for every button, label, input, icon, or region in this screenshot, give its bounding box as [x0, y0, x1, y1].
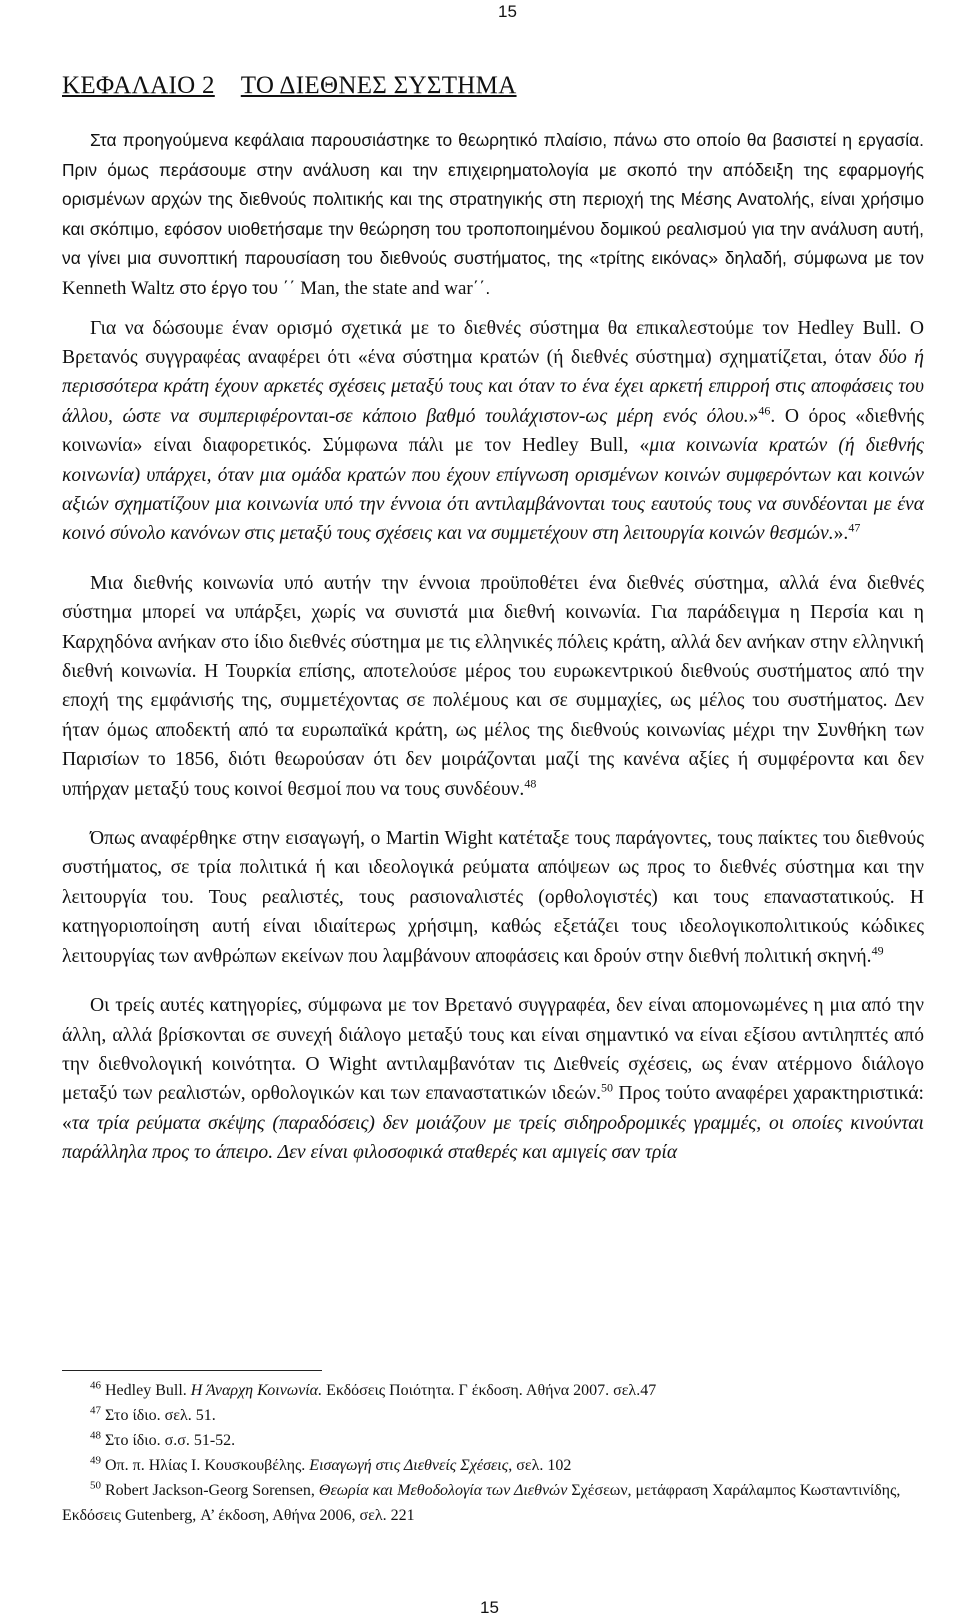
footnote-49	[62, 1453, 924, 1478]
chapter-label: ΚΕΦΑΛΑΙΟ 2	[62, 72, 215, 99]
footnote-text: Στο ίδιο. σελ. 51.	[105, 1407, 216, 1424]
author-name: Kenneth Waltz	[62, 277, 175, 299]
paragraph-5-text-b: Προς τούτο αναφέρει χαρακτηριστικά: «	[62, 1083, 925, 1134]
footnote-number: 49	[90, 1454, 101, 1467]
paragraph-5	[62, 991, 924, 1167]
footnote-title: Θεωρία και Μεθοδολογία των Διεθνών	[318, 1482, 568, 1499]
footnote-50	[62, 1478, 924, 1528]
paragraph-4-text: Όπως αναφέρθηκε στην εισαγωγή, ο Martin Wight κατέταξε τους παράγοντες, τους παίκτες του διεθνούς συστήματος, σε τρία πολιτικά ή και ιδεολογικά ρεύματα απόψεων ως προς το διεθνές σύστημα και την λειτουργία του. Τους ρεαλιστές, τους ρασιοναλιστές (ορθολογιστές) και τους επαναστατικούς. Η κατηγοριοποίηση αυτή είναι ιδιαίτερως χρήσιμη, καθώς εξετάζει τους ιδεολογικοπολιτικούς κώδικες λειτουργίας των ανθρώπων εκείνων που λαμβάνουν αποφάσεις και δρούν στην διεθνή πολιτική σκηνή.	[62, 828, 924, 967]
paragraph-1-connector: στο έργο του	[174, 277, 283, 298]
footnote-number: 46	[90, 1379, 101, 1392]
footnote-text: Σχέσεων, μετάφραση Χαράλαμπος Κωσταντινίδης, Εκδόσεις Gutenberg, Α’ έκδοση, Αθήνα 2006, σελ. 221	[62, 1482, 901, 1524]
paragraph-1-text: Στα προηγούμενα κεφάλαια παρουσιάστηκε το θεωρητικό πλαίσιο, πάνω στο οποίο θα βασιστεί η εργασία. Πριν όμως περάσουμε στην ανάλυση και την επιχειρηματολογία με σκοπό την απόδειξη της εφαρμογής ορισμένων αρχών της διεθνούς πολιτικής και της στρατηγικής στη περιοχή της Μέσης Ανατολής, είναι χρήσιμο και σκόπιμο, εφόσον υιοθετήσαμε την θεώρηση του τροποποιημένου δομικού ρεαλισμού για την ανάλυση αυτή, να γίνει μια συνοπτική παρουσίαση του διεθνούς συστήματος, της «τρίτης εικόνας» δηλαδή, σύμφωνα με τον	[62, 130, 924, 269]
footnote-number: 48	[90, 1429, 101, 1442]
quote-definition-society: μια κοινωνία κρατών (ή διεθνής κοινωνία) υπάρχει, όταν μια ομάδα κρατών που έχουν επίγνωση ορισμένων κοινών συμφερόντων και κοινών αξιών σχηματίζουν μια κοινωνία υπό την έννοια ότι αντιλαμβάνονται τους εαυτούς τους να συνδέονται με ένα κοινό σύνολο κανόνων στις μεταξύ τους σχέσεις και να συμμετέχουν στη λειτουργία κοινών θεσμών.	[62, 435, 924, 545]
paragraph-2-text-a: Για να δώσουμε έναν ορισμό σχετικά με το διεθνές σύστημα θα επικαλεστούμε τον Hedley Bull. Ο Βρετανός συγγραφέας αναφέρει ότι «ένα σύστημα κρατών (ή διεθνές σύστημα) σχηματίζεται, όταν	[62, 317, 924, 368]
footnote-text: Hedley Bull.	[105, 1382, 191, 1399]
paragraph-4	[62, 824, 924, 971]
footnote-text: Στο ίδιο. σ.σ. 51-52.	[105, 1432, 236, 1449]
quote-close-1: »	[748, 405, 759, 427]
paragraph-1-end: .	[485, 277, 491, 298]
footnote-text: Εκδόσεις Ποιότητα. Γ έκδοση. Αθήνα 2007. σελ.47	[322, 1382, 657, 1399]
footnote-text: , σελ. 102	[508, 1457, 572, 1474]
footnote-48	[62, 1428, 924, 1453]
footnote-number: 50	[90, 1479, 101, 1492]
footnotes	[62, 1378, 924, 1528]
paragraph-3-text: Μια διεθνής κοινωνία υπό αυτήν την έννοια προϋποθέτει ένα διεθνές σύστημα, αλλά ένα διεθνές σύστημα μπορεί να υπάρξει, χωρίς να συνιστά μια διεθνή κοινωνία. Για παράδειγμα η Περσία και η Καρχηδόνα ανήκαν στο ίδιο διεθνές σύστημα με τις ελληνικές πόλεις κράτη, αλλά δεν ανήκαν στην ελληνική διεθνή κοινωνία. Η Τουρκία επίσης, αποτελούσε μέρος του ευρωκεντρικού διεθνούς συστήματος από την εποχή της εμφάνισής της, συμμετέχοντας σε πολέμους και σε συμμαχίες, ως μέλος του συστήματος. Δεν ήταν όμως αποδεκτή από τα ευρωπαϊκά κράτη, ως μέλος της διεθνούς κοινωνίας μέχρι την Συνθήκη των Παρισίων το 1856, διότι θεωρούσαν ότι δεν μοιράζονται μαζί της κανένα αξίες ή συμφέροντα και δεν υπήρχαν μεταξύ τους κοινοί θεσμοί που να τους συνδέουν.	[62, 572, 924, 800]
body-text	[62, 126, 924, 1168]
footnote-text: Οπ. π. Ηλίας Ι. Κουσκουβέλης.	[105, 1457, 310, 1474]
footnote-ref-49[interactable]: 49	[871, 943, 884, 958]
footnote-46	[62, 1378, 924, 1403]
paragraph-5-text-a: Οι τρείς αυτές κατηγορίες, σύμφωνα με τον Βρετανό συγγραφέα, δεν είναι απομονωμένες η μια από την άλλη, αλλά βρίσκονται σε συνεχή διάλογο μεταξύ τους και είναι σημαντικό να είναι εξίσου αντιληπτές από την διεθνολογική κοινότητα. Ο Wight αντιλαμβανόταν τις Διεθνείς σχέσεις, ως έναν ατέρμονο διάλογο μεταξύ των ρεαλιστών, ορθολογικών και των επαναστατικών ιδεών.	[62, 995, 924, 1105]
quote-close-2: ».	[833, 523, 849, 545]
chapter-heading: ΤΟ ΔΙΕΘΝΕΣ ΣΥΣΤΗΜΑ	[240, 72, 517, 99]
footnote-title: Εισαγωγή στις Διεθνείς Σχέσεις	[309, 1457, 509, 1474]
footnote-ref-46[interactable]: 46	[758, 403, 771, 418]
footnote-separator	[62, 1370, 322, 1371]
paragraph-2-text-b: . Ο όρος «διεθνής κοινωνία» είναι διαφορετικός. Σύμφωνα πάλι με τον Hedley Bull, «	[62, 405, 925, 457]
paragraph-2	[62, 314, 924, 549]
footnote-47	[62, 1403, 924, 1428]
footnote-number: 47	[90, 1404, 101, 1417]
footnote-ref-47[interactable]: 47	[848, 520, 861, 535]
quote-definition-system: δύο ή περισσότερα κράτη έχουν αρκετές σχέσεις μεταξύ τους και όταν το ένα έχει αρκετή επιρροή στις αποφάσεις του άλλου, ώστε να συμπεριφέρονται-σε κάποιο βαθμό τουλάχιστον-ως μέρη ενός όλου.	[62, 346, 924, 427]
footnote-ref-50[interactable]: 50	[601, 1080, 614, 1095]
chapter-title	[62, 72, 517, 100]
quote-wight: τα τρία ρεύματα σκέψης (παραδόσεις) δεν μοιάζουν με τρείς σιδηροδρομικές γραμμές, οι οποίες κινούνται παράλληλα προς το άπειρο. Δεν είναι φιλοσοφικά σταθερές και αμιγείς σαν τρία	[62, 1112, 924, 1164]
paragraph-1	[62, 126, 924, 304]
page-number-top: 15	[498, 2, 517, 21]
paragraph-3	[62, 569, 924, 804]
page-number-bottom: 15	[480, 1598, 499, 1617]
footnote-title: Η Άναρχη Κοινωνία.	[190, 1382, 323, 1399]
footnote-text: Robert Jackson-Georg Sorensen,	[105, 1482, 319, 1499]
work-title: ΄΄ Man, the state and war΄΄	[282, 277, 486, 299]
footnote-ref-48[interactable]: 48	[524, 776, 537, 791]
